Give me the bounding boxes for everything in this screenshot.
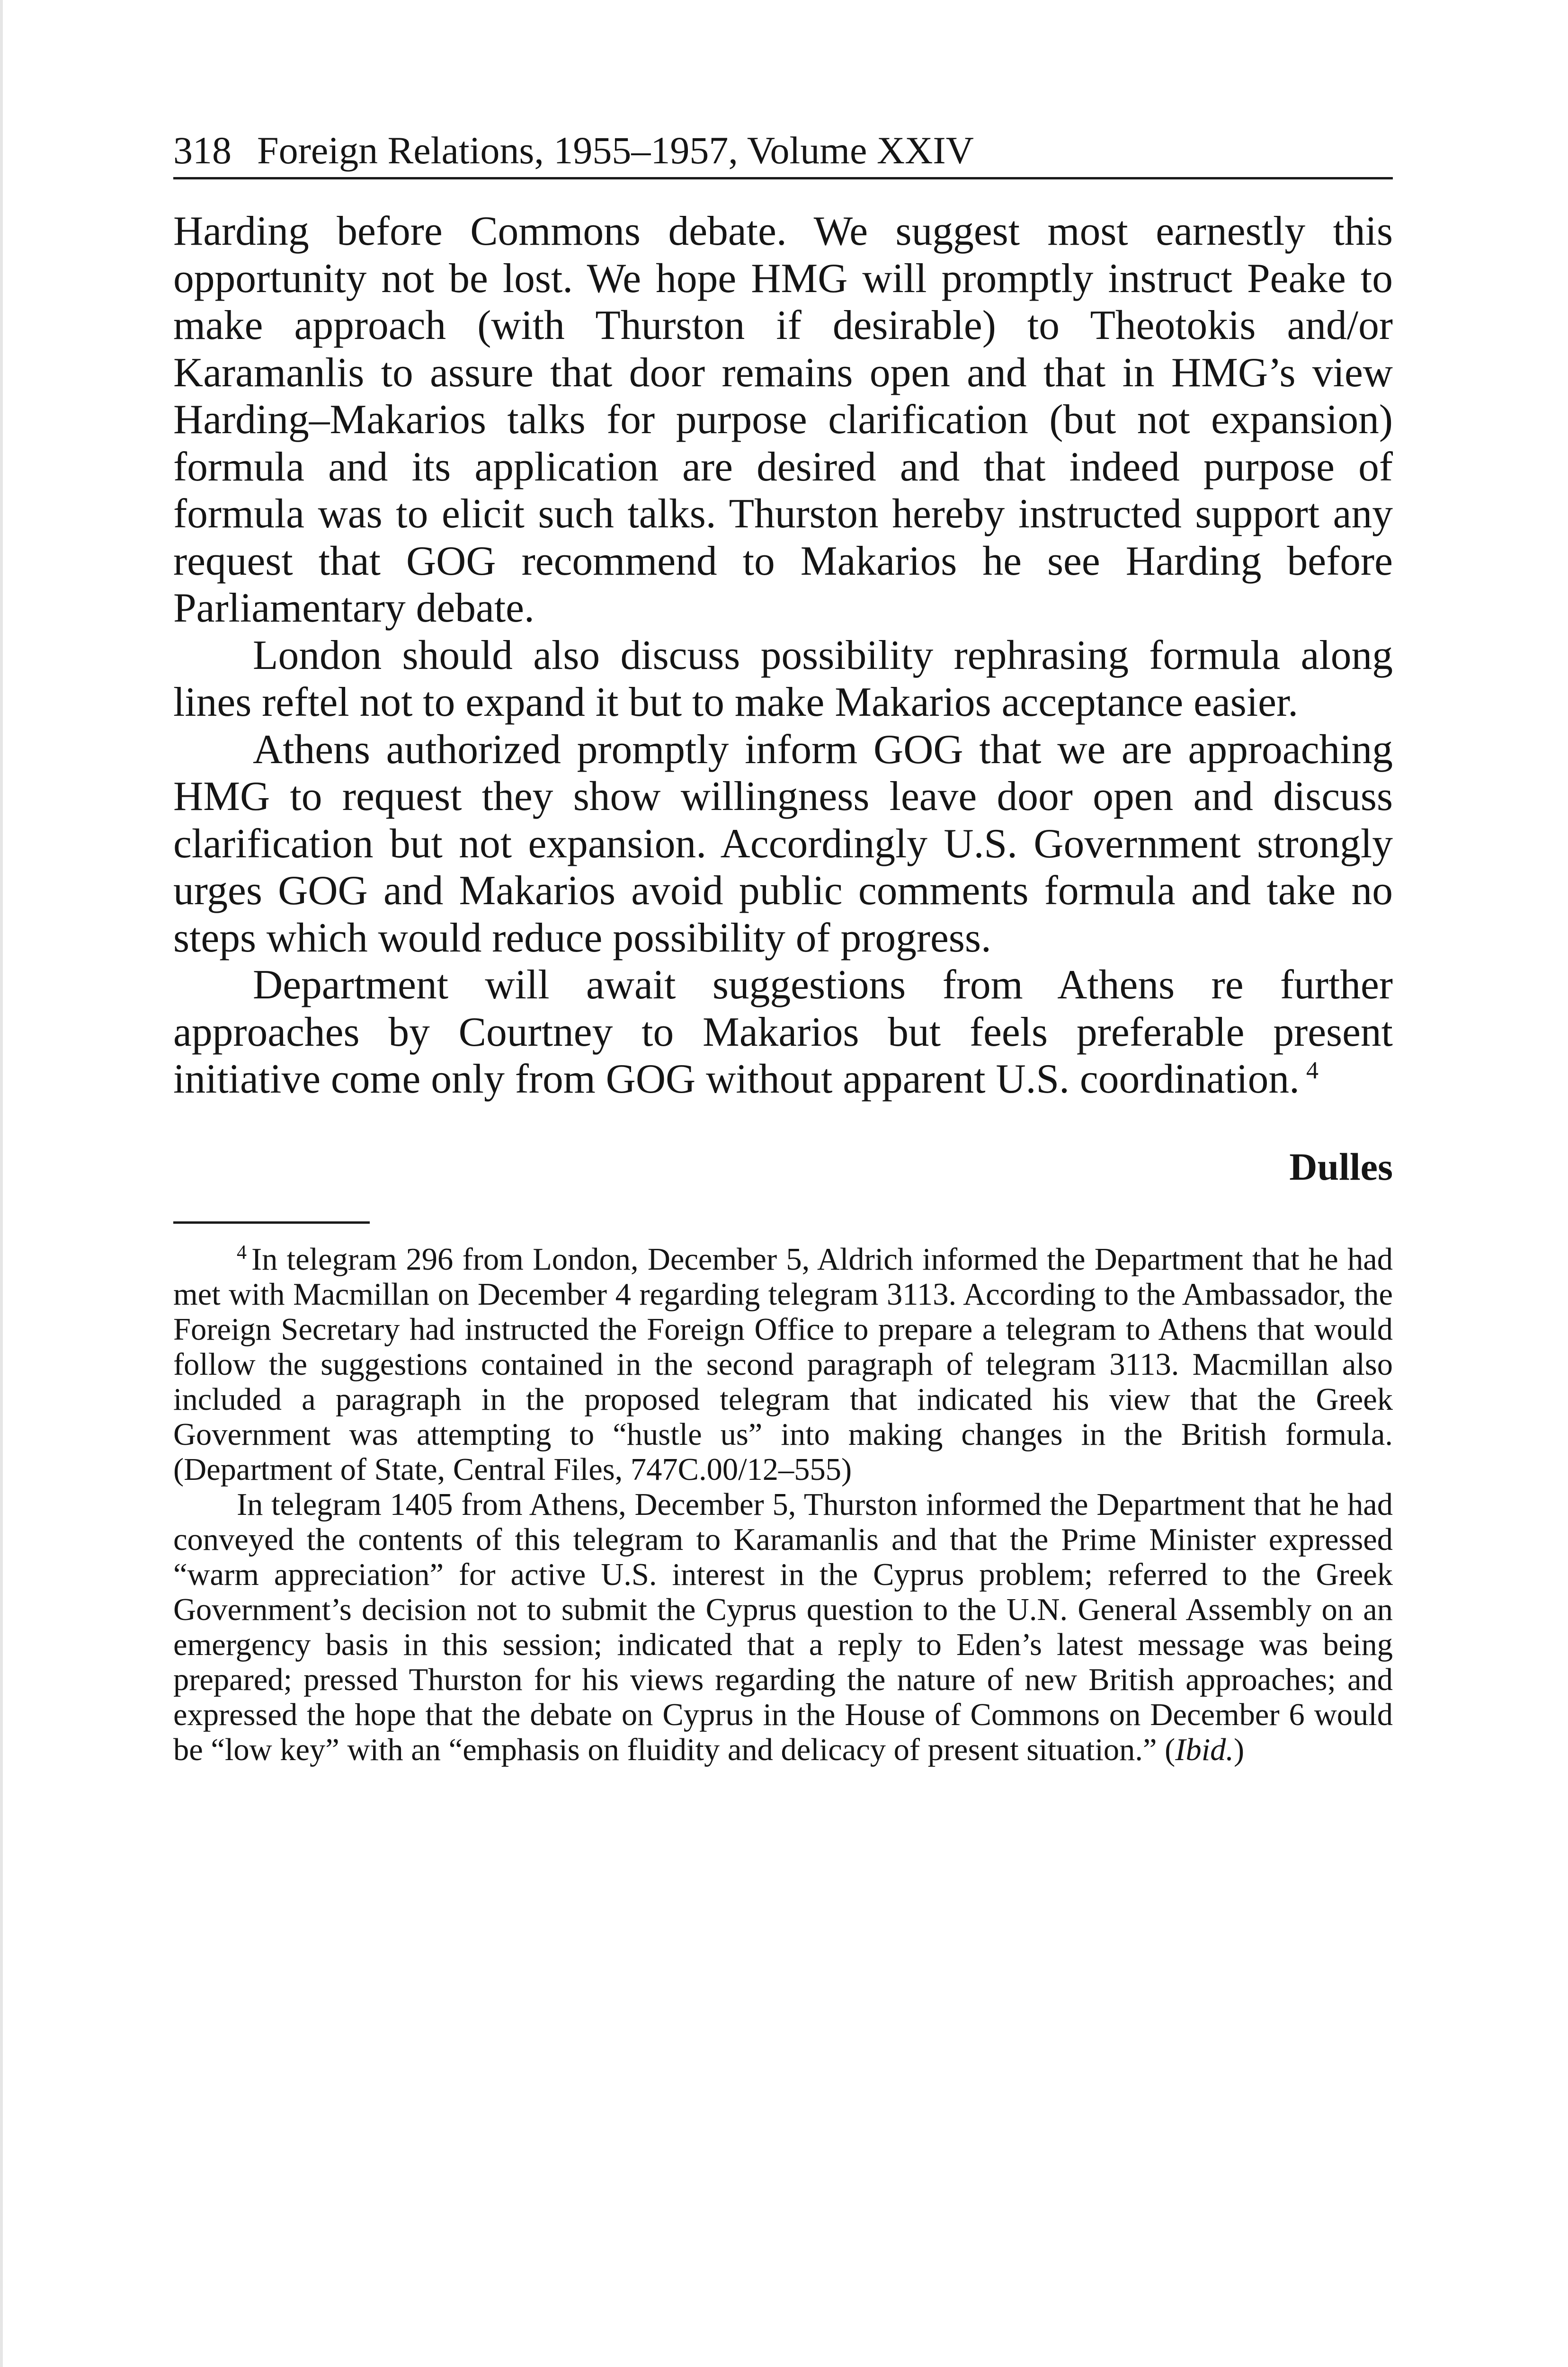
footnote-4-text-1: In telegram 296 from London, December 5, Aldrich informed the Department that he had met with Macmillan on December 4 regarding telegram 3113. According to the Ambassador, the Foreign Secretary had instructed the Foreign Office to prepare a telegram to Athens that would follow the suggestions contained in the second paragraph of telegram 3113. Macmillan also included a paragraph in the proposed telegram that indicated his view that the Greek Government was attempting to “hustle us” into making changes in the British formula. (Department of State, Central Files, 747C.00/12–555): [173, 1242, 1393, 1487]
footnote-4-paragraph-1: [173, 1242, 1393, 1487]
footnote-marker: 4: [237, 1241, 247, 1264]
footnote-divider: [173, 1221, 370, 1224]
body-paragraph-4: [173, 961, 1393, 1103]
body-paragraph-1: Harding before Commons debate. We suggest most earnestly this opportunity not be lost. We hope HMG will promptly instruct Peake to make approach (with Thurston if desirable) to Theotokis and/or Karamanlis to assure that door remains open and that in HMG’s view Harding–Makarios talks for purpose clarification (but not expansion) formula and its application are desired and that indeed purpose of formula was to elicit such talks. Thurston hereby instructed support any request that GOG recommend to Makarios he see Harding before Parliamentary debate.: [173, 208, 1393, 631]
citation-close: ): [1234, 1733, 1245, 1767]
telegram-body: [173, 207, 1393, 1103]
page-number: 318: [173, 129, 232, 172]
body-paragraph-4-text: Department will await suggestions from Athens re further approaches by Courtney to Makarios but feels preferable present initiative come only from GOG without apparent U.S. coordination.: [173, 961, 1393, 1102]
footnote-4-text-2: In telegram 1405 from Athens, December 5, Thurston informed the Department that he had conveyed the contents of this telegram to Karamanlis and that the Prime Minister expressed “warm appreciation” for active U.S. interest in the Cyprus problem; referred to the Greek Government’s decision not to submit the Cyprus question to the U.N. General Assembly on an emergency basis in this session; indicated that a reply to Eden’s latest message was being prepared; pressed Thurston for his views regarding the nature of new British approaches; and expressed the hope that the debate on Cyprus in the House of Commons on December 6 would be “low key” with an “emphasis on fluidity and delicacy of present situation.”: [173, 1487, 1393, 1767]
body-paragraph-3: Athens authorized promptly inform GOG that we are approaching HMG to request they show willingness leave door open and discuss clarification but not expansion. Accordingly U.S. Government strongly urges GOG and Makarios avoid public comments formula and take no steps which would reduce possibility of progress.: [173, 726, 1393, 961]
running-header: [173, 124, 1393, 179]
signature: Dulles: [1289, 1145, 1393, 1188]
footnotes: [173, 1242, 1393, 1768]
running-title: Foreign Relations, 1955–1957, Volume XXIV: [257, 129, 974, 172]
ibid-citation: Ibid.: [1175, 1733, 1234, 1767]
citation-open: (: [1165, 1733, 1176, 1767]
scan-edge: [0, 0, 3, 2367]
footnote-reference: 4: [1306, 1057, 1319, 1084]
footnote-4-paragraph-2: [173, 1487, 1393, 1768]
body-paragraph-2: London should also discuss possibility rephrasing formula along lines reftel not to expand it but to make Makarios acceptance easier.: [173, 632, 1393, 725]
